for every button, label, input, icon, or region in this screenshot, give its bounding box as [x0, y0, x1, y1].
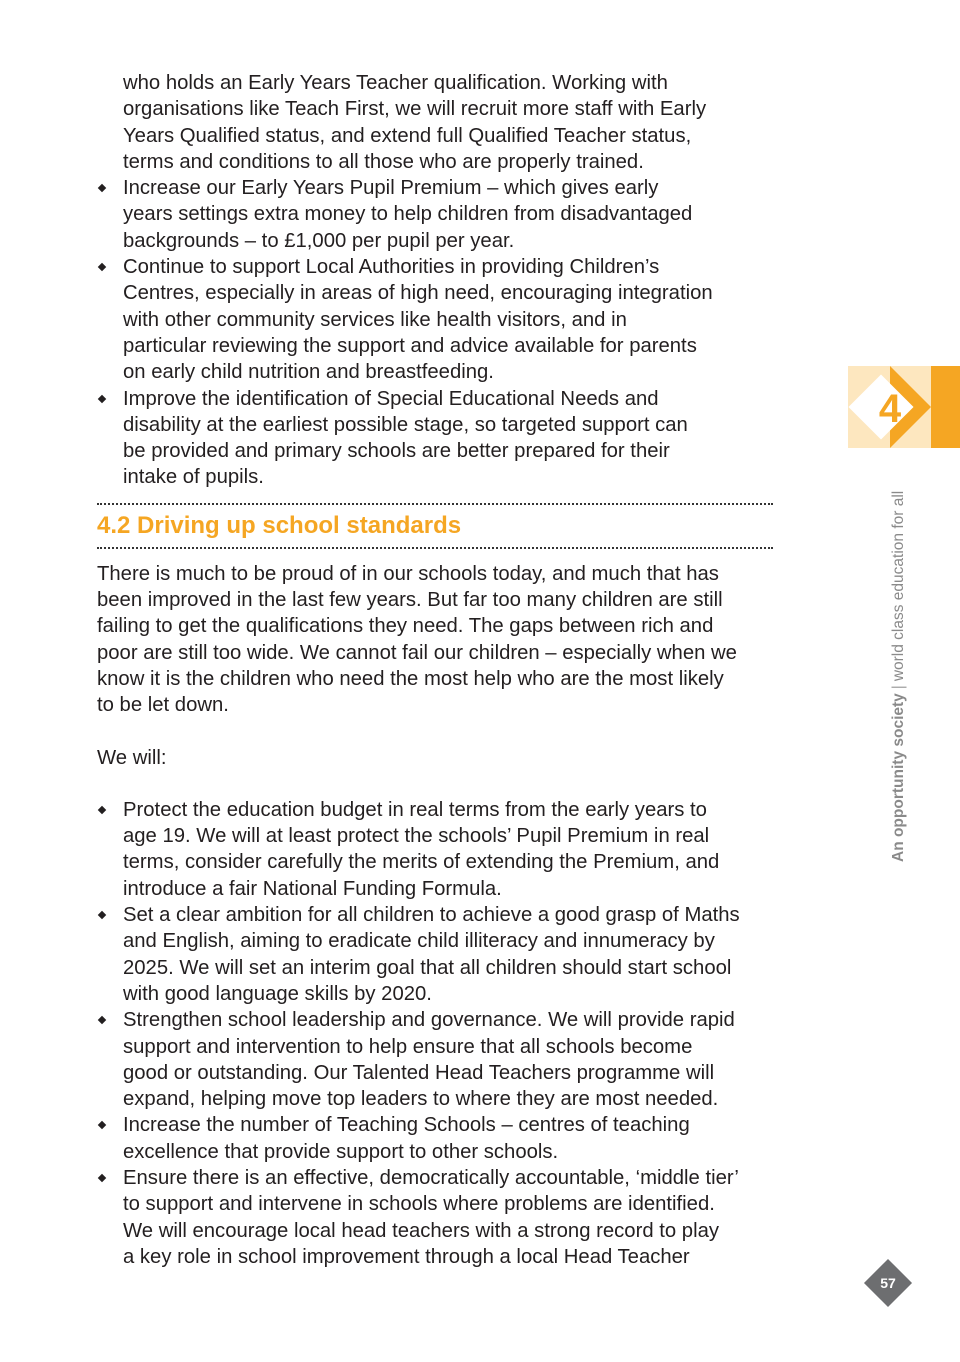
text-line: Increase our Early Years Pupil Premium – which gives early	[123, 177, 659, 200]
bullet-item	[97, 175, 777, 254]
bullet-item	[97, 254, 777, 385]
text-line: Years Qualified status, and extend full Qualified Teacher status,	[123, 124, 692, 147]
text-line: a key role in school improvement through a local Head Teacher	[123, 1245, 690, 1268]
page-number: 57	[880, 1275, 896, 1291]
text-line: to be let down.	[97, 694, 229, 717]
text-line: support and intervention to help ensure that all schools become	[123, 1035, 693, 1058]
bullet-diamond-icon	[98, 1174, 106, 1182]
text-line: Strengthen school leadership and governance. We will provide rapid	[123, 1009, 735, 1032]
bullet-diamond-icon	[98, 263, 106, 271]
text-line: good or outstanding. Our Talented Head Teachers programme will	[123, 1061, 715, 1084]
text-line: backgrounds – to £1,000 per pupil per year.	[123, 229, 515, 252]
chapter-number: 4	[878, 387, 902, 431]
running-header	[890, 491, 908, 862]
text-line: Improve the identification of Special Educational Needs and	[123, 387, 659, 410]
text-line: We will encourage local head teachers with a strong record to play	[123, 1219, 719, 1242]
bullet-item	[97, 1165, 777, 1270]
bullet-item	[97, 1007, 777, 1112]
text-line: age 19. We will at least protect the schools’ Pupil Premium in real	[123, 825, 710, 848]
text-line: on early child nutrition and breastfeeding.	[123, 361, 494, 384]
running-header-bold: An opportunity society	[890, 693, 907, 862]
bullet-diamond-icon	[98, 1016, 106, 1024]
bullet-item	[97, 386, 777, 491]
text-line: expand, helping move top leaders to where they are most needed.	[123, 1088, 719, 1111]
text-line: Set a clear ambition for all children to achieve a good grasp of Maths	[123, 904, 740, 927]
text-line: Continue to support Local Authorities in providing Children’s	[123, 256, 660, 279]
text-line: terms and conditions to all those who are properly trained.	[123, 150, 644, 173]
text-line: intake of pupils.	[123, 466, 264, 489]
bottom-bullet-list	[97, 797, 777, 1270]
text-line: introduce a fair National Funding Formula.	[123, 877, 502, 900]
text-line: failing to get the qualifications they need. The gaps between rich and	[97, 615, 714, 638]
text-line: Protect the education budget in real terms from the early years to	[123, 798, 707, 821]
bullet-item	[97, 797, 777, 902]
text-line: who holds an Early Years Teacher qualification. Working with	[123, 72, 668, 94]
text-line: know it is the children who need the most help who are the most likely	[97, 667, 724, 690]
bullet-item	[97, 1112, 777, 1165]
chapter-tab-bar	[931, 366, 960, 448]
dotted-rule-top	[97, 503, 773, 505]
text-line: Increase the number of Teaching Schools – centres of teaching	[123, 1114, 690, 1137]
text-line: excellence that provide support to other schools.	[123, 1140, 559, 1163]
text-line: and English, aiming to eradicate child illiteracy and innumeracy by	[123, 930, 715, 953]
text-line: particular reviewing the support and advice available for parents	[123, 334, 697, 357]
lead-paragraph	[97, 70, 777, 175]
top-bullet-list	[97, 175, 777, 491]
text-line: with other community services like health visitors, and in	[123, 308, 627, 331]
text-line: be provided and primary schools are better prepared for their	[123, 440, 670, 463]
text-line: been improved in the last few years. But far too many children are still	[97, 589, 723, 612]
running-header-rest: world class education for all	[890, 490, 907, 682]
text-line: years settings extra money to help children from disadvantaged	[123, 203, 693, 226]
text-line: to support and intervene in schools where problems are identified.	[123, 1193, 715, 1216]
text-line: with good language skills by 2020.	[123, 982, 432, 1005]
bullet-diamond-icon	[98, 1121, 106, 1129]
we-will-label: We will:	[97, 746, 167, 769]
bullet-diamond-icon	[98, 184, 106, 192]
intro-paragraph	[97, 561, 777, 719]
text-line: terms, consider carefully the merits of extending the Premium, and	[123, 851, 720, 874]
bullet-diamond-icon	[98, 394, 106, 402]
running-header-separator: |	[890, 685, 907, 690]
bullet-item	[97, 902, 777, 1007]
text-line: Ensure there is an effective, democratically accountable, ‘middle tier’	[123, 1166, 739, 1189]
page-content	[97, 70, 777, 1270]
text-line: 2025. We will set an interim goal that all children should start school	[123, 956, 732, 979]
text-line: organisations like Teach First, we will recruit more staff with Early	[123, 98, 707, 121]
bullet-diamond-icon	[98, 911, 106, 919]
text-line: poor are still too wide. We cannot fail our children – especially when we	[97, 641, 737, 664]
text-line: There is much to be proud of in our schools today, and much that has	[97, 562, 719, 585]
text-line: disability at the earliest possible stage, so targeted support can	[123, 413, 688, 436]
bullet-diamond-icon	[98, 806, 106, 814]
text-line: Centres, especially in areas of high need, encouraging integration	[123, 282, 713, 305]
section-heading: 4.2 Driving up school standards	[97, 511, 462, 539]
